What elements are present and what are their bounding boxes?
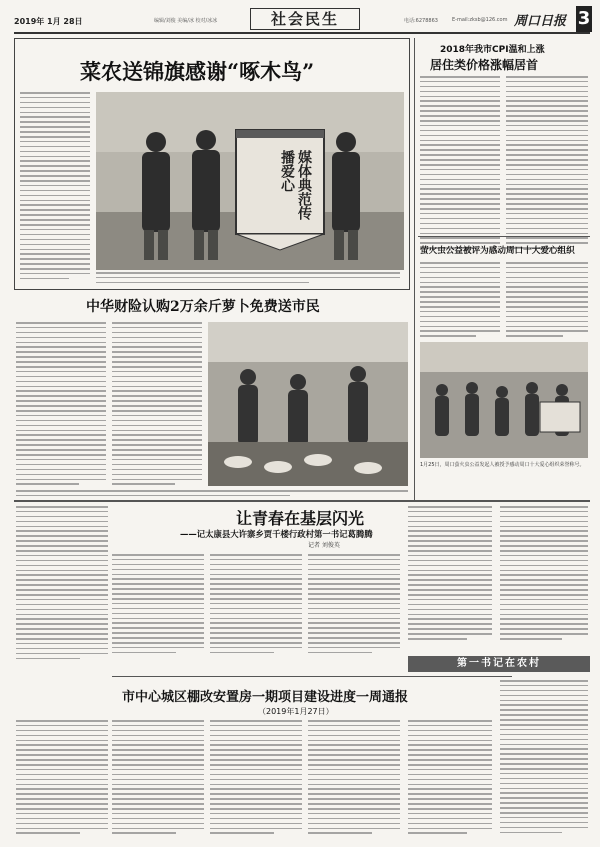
column-banner-label: 第一书记在农村 <box>457 658 541 669</box>
report-top-rule <box>112 676 512 677</box>
finance-body-col2 <box>112 322 202 488</box>
charity-headline: 萤火虫公益被评为感动周口十大爱心组织 <box>420 246 575 256</box>
page-number: 3 <box>576 6 592 32</box>
contact-phone: 电话:6278863 <box>404 18 438 24</box>
cpi-body-col2 <box>506 76 588 252</box>
charity-body-col2 <box>506 262 588 340</box>
report-body-col2 <box>112 720 204 837</box>
main-headline: 菜农送锦旗感谢“啄木鸟” <box>80 59 315 84</box>
feature-body-col4 <box>308 554 400 657</box>
section-title: 社会民生 <box>250 8 360 30</box>
feature-body-col5 <box>408 506 492 643</box>
report-body-col1 <box>16 720 108 837</box>
report-body-col4 <box>308 720 400 837</box>
feature-headline: 让青春在基层闪光 <box>236 509 365 528</box>
newspaper-logo: 周口日报 <box>514 14 567 29</box>
charity-photo-caption: 1月25日，周口萤火虫公益发起人被授予感动周口十大爱心组织荣誉称号。 <box>420 462 585 468</box>
feature-subheadline: ——记太康县大许寨乡贾千楼行政村第一书记葛腾腾 <box>180 529 373 539</box>
banner-presentation-photo <box>96 92 404 270</box>
photo-illustration <box>208 322 408 486</box>
feature-body-col3 <box>210 554 302 657</box>
cpi-body-col1 <box>420 76 500 252</box>
shantytown-report-date: （2019年1月27日） <box>258 707 334 716</box>
finance-headline: 中华财险认购2万余斤萝卜免费送市民 <box>86 299 320 315</box>
photo-illustration <box>420 342 588 458</box>
charity-award-photo <box>420 342 588 458</box>
main-story-body-col1 <box>20 92 90 283</box>
report-body-col6 <box>500 680 588 837</box>
feature-body-col1 <box>16 506 108 663</box>
radish-distribution-photo <box>208 322 408 486</box>
finance-body-bottom <box>16 490 408 500</box>
contact-email: E-mail:zksb@126.com <box>452 17 508 23</box>
cpi-headline-primary: 2018年我市CPI温和上涨 <box>440 45 545 55</box>
main-story-body-bottom <box>96 272 400 287</box>
banner-lettering: 媒体典范传播爱心 <box>279 150 312 220</box>
feature-top-rule <box>14 500 590 502</box>
section-divider <box>418 236 590 237</box>
cpi-headline-secondary: 居住类价格涨幅居首 <box>430 58 539 72</box>
feature-byline: 记者 刘俊英 <box>308 542 340 549</box>
issue-date: 2019年 1月 28日 <box>14 17 83 26</box>
charity-body-col1 <box>420 262 500 340</box>
feature-body-col6 <box>500 506 588 643</box>
report-body-col5 <box>408 720 492 837</box>
page-header <box>14 6 590 34</box>
feature-body-col2 <box>112 554 204 657</box>
finance-body-col1 <box>16 322 106 488</box>
editor-credits: 编辑/刘俊 美编/冰 校对/冰冰 <box>154 18 218 24</box>
column-banner <box>408 656 590 672</box>
report-body-col3 <box>210 720 302 837</box>
column-divider <box>414 38 415 500</box>
shantytown-headline: 市中心城区棚改安置房一期项目建设进度一周通报 <box>122 690 409 705</box>
